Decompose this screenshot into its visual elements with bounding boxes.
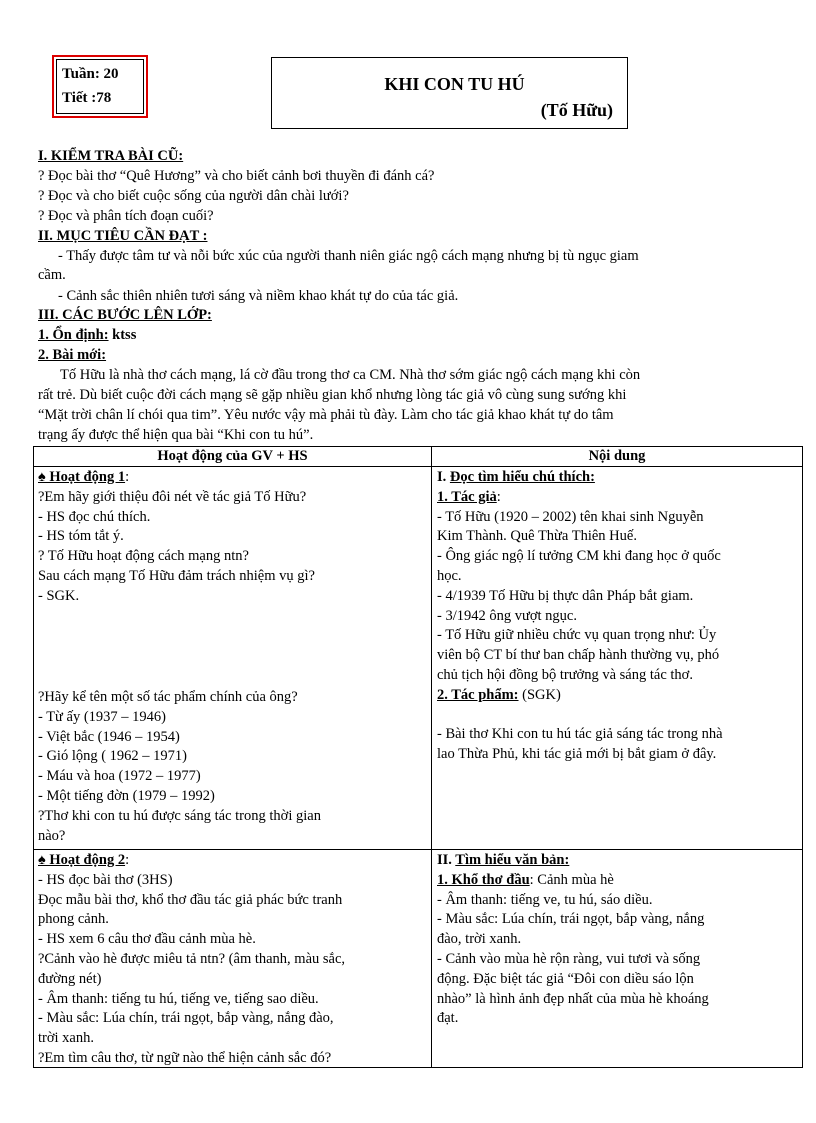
list-item: động. Đặc biệt tác giả “Đôi con diều sáo lộn: [437, 970, 694, 987]
section-2-heading: II. MỤC TIÊU CẦN ĐẠT :: [38, 228, 208, 244]
list-item: - SGK.: [38, 587, 80, 604]
lesson-title: KHI CON TU HÚ: [384, 74, 525, 94]
list-item: - Ông giác ngộ lí tưởng CM khi đang học ở quốc: [437, 548, 721, 565]
list-item: viên bộ CT bí thư ban chấp hành thường vụ, phó: [437, 647, 720, 664]
list-item: - Gió lộng ( 1962 – 1971): [38, 748, 188, 765]
list-item: - HS đọc bài thơ (3HS): [38, 871, 173, 888]
list-item: ?Cảnh vào hè được miêu tả ntn? (âm thanh, màu sắc,: [38, 950, 346, 967]
section-2-line: - Thấy được tâm tư và nỗi bức xúc của người thanh niên giác ngộ cách mạng nhưng bị tù ngục giam: [58, 248, 639, 264]
col-left-header: Hoạt động của GV + HS: [157, 448, 308, 464]
list-item: - Màu sắc: Lúa chín, trái ngọt, bắp vàng, nắng: [437, 911, 705, 928]
list-item: nào?: [38, 827, 66, 844]
list-item: - Một tiếng đờn (1979 – 1992): [38, 787, 215, 804]
list-item: - Tố Hữu giữ nhiều chức vụ quan trọng như: Ủy: [437, 627, 717, 644]
list-item: ?Em hãy giới thiệu đôi nét về tác giả Tố Hữu?: [38, 488, 307, 505]
activity-1-title: ♠ Hoạt động 1:: [38, 469, 130, 485]
list-item: đạt.: [437, 1010, 459, 1027]
section-1-line: ? Đọc và cho biết cuộc sống của người dân chài lưới?: [38, 188, 349, 204]
list-item: - Máu và hoa (1972 – 1977): [38, 768, 201, 785]
intro-line: trạng ấy được thể hiện qua bài “Khi con tu hú”.: [38, 427, 314, 443]
list-item: Đọc mẫu bài thơ, khổ thơ đầu tác giả phác bức tranh: [38, 891, 343, 908]
list-item: lao Thừa Phủ, khi tác giả mới bị bắt giam ở đây.: [437, 746, 717, 763]
step-1: [38, 326, 136, 346]
col-right-header: Nội dung: [588, 448, 646, 464]
list-item: - Tố Hữu (1920 – 2002) tên khai sinh Nguyễn: [437, 508, 704, 525]
row2-right-cell: [437, 851, 709, 1029]
list-item: ?Hãy kể tên một số tác phẩm chính của ông?: [38, 689, 298, 705]
table-row-divider: [34, 849, 802, 850]
list-item: - HS xem 6 câu thơ đầu cảnh mùa hè.: [38, 931, 256, 948]
period-label: Tiết :78: [62, 90, 112, 106]
list-item: trời xanh.: [38, 1030, 94, 1047]
lesson-author: (Tố Hữu): [540, 100, 613, 120]
intro-line: “Mặt trời chân lí chói qua tim”. Yêu nước vậy mà phải tù đày. Làm cho tác giả khao khát tự do tâm: [38, 407, 614, 423]
list-item: đường nét): [38, 970, 102, 987]
intro-line: rất trẻ. Dù biết cuộc đời cách mạng sẽ gặp nhiều gian khổ nhưng lòng tác giả vô cùng sung sướng khi: [38, 387, 627, 403]
subsection-works: 2. Tác phẩm: (SGK): [437, 686, 561, 703]
section-title: II. Tìm hiểu văn bản:: [437, 852, 570, 868]
list-item: ?Thơ khi con tu hú được sáng tác trong thời gian: [38, 807, 321, 824]
step-2-label: 2. Bài mới:: [38, 347, 107, 363]
list-item: - Âm thanh: tiếng ve, tu hú, sáo diều.: [437, 891, 653, 908]
section-2-line: - Cảnh sắc thiên nhiên tươi sáng và niềm khao khát tự do của tác giả.: [58, 288, 459, 304]
subsection-first-stanza: 1. Khổ thơ đầu: Cảnh mùa hè: [437, 871, 614, 888]
list-item: chủ tịch hội đồng bộ trưởng và sáng tác thơ.: [437, 666, 693, 683]
list-item: - Màu sắc: Lúa chín, trái ngọt, bắp vàng, nắng đào,: [38, 1010, 334, 1027]
section-2-line: cầm.: [38, 267, 66, 283]
intro-line: Tố Hữu là nhà thơ cách mạng, lá cờ đầu trong thơ ca CM. Nhà thơ sớm giác ngộ cách mạng khi còn: [60, 367, 641, 383]
title-box: [271, 57, 628, 129]
table-header-divider: [34, 466, 802, 467]
row1-left-cell: [38, 468, 315, 607]
list-item: ? Tố Hữu hoạt động cách mạng ntn?: [38, 548, 249, 565]
list-item: - Âm thanh: tiếng tu hú, tiếng ve, tiếng sao diều.: [38, 990, 319, 1007]
lesson-table: [33, 446, 803, 1068]
step-1-value: ktss: [108, 327, 137, 343]
step-1-label: 1. Ổn định:: [38, 327, 109, 343]
list-item: - Cảnh vào mùa hè rộn ràng, vui tươi và sống: [437, 950, 701, 967]
list-item: đào, trời xanh.: [437, 931, 522, 948]
list-item: - 4/1939 Tố Hữu bị thực dân Pháp bắt giam.: [437, 587, 694, 604]
section-1-line: ? Đọc bài thơ “Quê Hương” và cho biết cảnh bơi thuyền đi đánh cá?: [38, 168, 435, 184]
list-item: Sau cách mạng Tố Hữu đảm trách nhiệm vụ gì?: [38, 567, 315, 584]
activity-2-title: ♠ Hoạt động 2:: [38, 852, 130, 868]
list-item: - Từ ấy (1937 – 1946): [38, 708, 167, 725]
list-item: Kim Thành. Quê Thừa Thiên Huế.: [437, 528, 637, 545]
list-item: nhào” là hình ảnh đẹp nhất của mùa hè khoáng: [437, 990, 709, 1007]
list-item: - Bài thơ Khi con tu hú tác giả sáng tác trong nhà: [437, 726, 723, 743]
section-title: I. Đọc tìm hiểu chú thích:: [437, 469, 595, 485]
list-item: phong cảnh.: [38, 911, 109, 928]
section-1-line: ? Đọc và phân tích đoạn cuối?: [38, 208, 214, 224]
spacer: [437, 706, 723, 726]
week-box: [56, 59, 144, 114]
row1-left-cell-works: [38, 688, 321, 846]
subsection-author: 1. Tác giả:: [437, 488, 501, 505]
list-item: - 3/1942 ông vượt ngục.: [437, 607, 577, 624]
list-item: ?Em tìm câu thơ, từ ngữ nào thể hiện cảnh sắc đó?: [38, 1049, 332, 1066]
section-3-heading: III. CÁC BƯỚC LÊN LỚP:: [38, 307, 212, 323]
row1-right-cell: [437, 468, 723, 765]
week-label: Tuần: 20: [62, 66, 119, 82]
list-item: - Việt bắc (1946 – 1954): [38, 728, 180, 745]
list-item: - HS đọc chú thích.: [38, 508, 151, 525]
section-1-heading: I. KIỂM TRA BÀI CŨ:: [38, 148, 184, 164]
row2-left-cell: [38, 851, 345, 1069]
list-item: học.: [437, 567, 462, 584]
list-item: - HS tóm tắt ý.: [38, 528, 124, 545]
table-column-divider: [431, 447, 432, 1067]
